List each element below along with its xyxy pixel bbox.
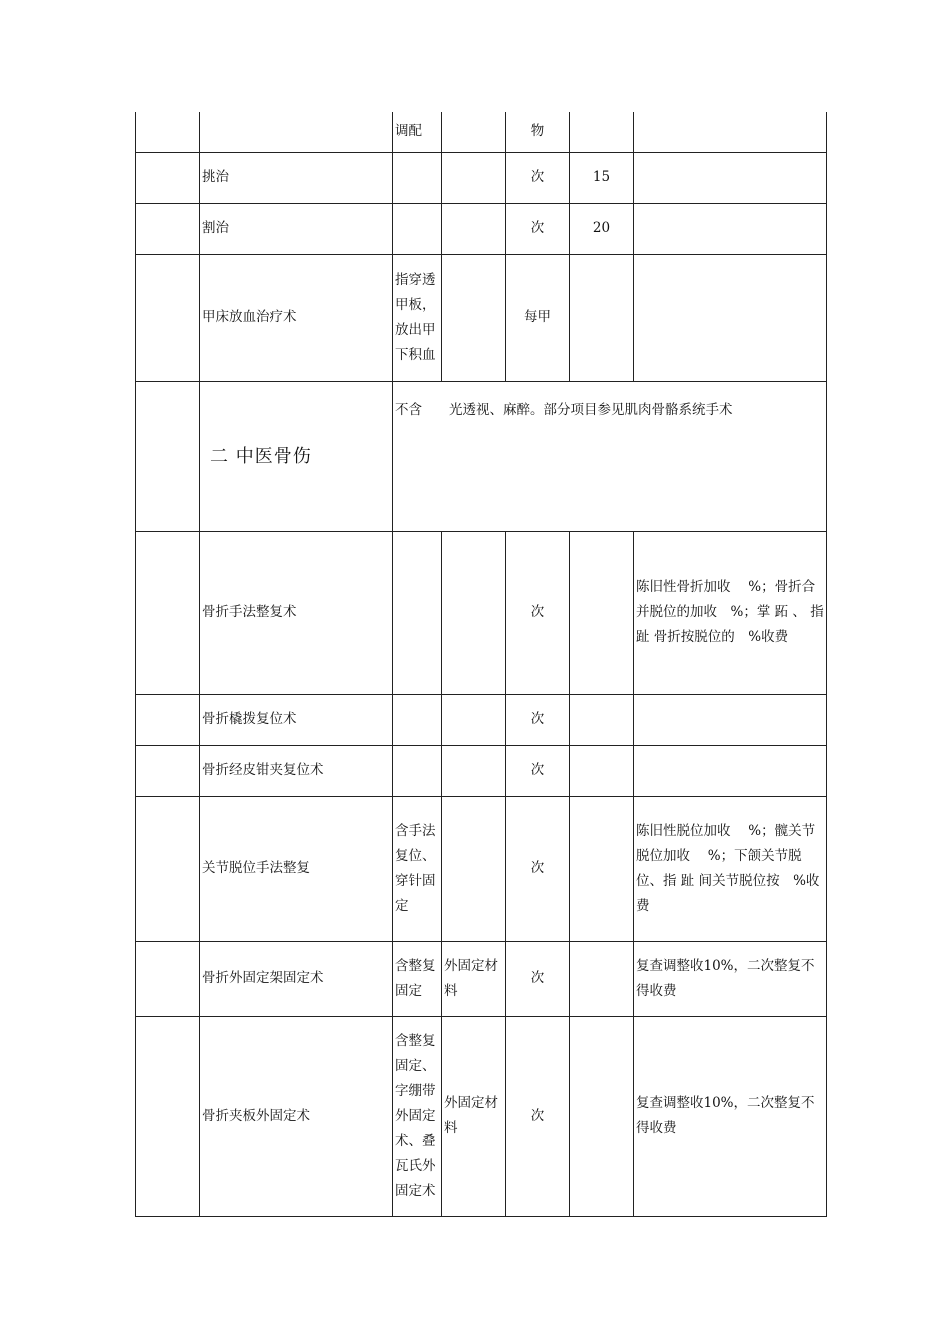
section-row	[136, 381, 827, 531]
note-cell	[634, 254, 827, 381]
unit-cell: 次	[506, 152, 570, 203]
note-cell: 陈旧性脱位加收 %；髋关节脱位加收 %；下颌关节脱位、指 趾 间关节脱位按 %收费	[634, 796, 827, 941]
exclude-cell: 外固定材料	[442, 1016, 506, 1216]
price-cell	[570, 941, 634, 1016]
table-row	[136, 203, 827, 254]
price-cell	[570, 796, 634, 941]
unit-cell: 次	[506, 694, 570, 745]
table-row	[136, 254, 827, 381]
code-cell	[136, 254, 200, 381]
price-cell	[570, 112, 634, 152]
content-cell: 含整复固定	[393, 941, 442, 1016]
content-cell	[393, 531, 442, 694]
exclude-cell	[442, 531, 506, 694]
exclude-cell: 外固定材料	[442, 941, 506, 1016]
content-cell: 调配	[393, 112, 442, 152]
code-cell	[136, 1016, 200, 1216]
table-row	[136, 745, 827, 796]
unit-cell: 每甲	[506, 254, 570, 381]
item-name-cell: 骨折经皮钳夹复位术	[200, 745, 393, 796]
code-cell	[136, 112, 200, 152]
item-name-cell: 割治	[200, 203, 393, 254]
exclude-cell	[442, 254, 506, 381]
note-cell	[634, 203, 827, 254]
unit-cell: 次	[506, 203, 570, 254]
item-name-cell: 骨折外固定架固定术	[200, 941, 393, 1016]
item-name-cell: 骨折夹板外固定术	[200, 1016, 393, 1216]
note-cell: 陈旧性骨折加收 %；骨折合并脱位的加收 %；掌 跖 、 指 趾 骨折按脱位的 %收费	[634, 531, 827, 694]
code-cell	[136, 745, 200, 796]
price-cell	[570, 745, 634, 796]
item-name-cell: 挑治	[200, 152, 393, 203]
content-cell: 指穿透甲板，放出甲下积血	[393, 254, 442, 381]
section-note: 不含 光透视、麻醉。部分项目参见肌肉骨骼系统手术	[393, 381, 827, 531]
table-row	[136, 112, 827, 152]
content-cell: 含手法复位、穿针固定	[393, 796, 442, 941]
code-cell	[136, 796, 200, 941]
exclude-cell	[442, 203, 506, 254]
table-row	[136, 941, 827, 1016]
note-cell: 复查调整收10%，二次整复不得收费	[634, 1016, 827, 1216]
exclude-cell	[442, 112, 506, 152]
exclude-cell	[442, 152, 506, 203]
table-row	[136, 796, 827, 941]
exclude-cell	[442, 796, 506, 941]
exclude-cell	[442, 745, 506, 796]
item-name-cell	[200, 112, 393, 152]
content-cell: 含整复固定、字绷带外固定术、叠瓦氏外固定术	[393, 1016, 442, 1216]
unit-cell: 次	[506, 1016, 570, 1216]
content-cell	[393, 152, 442, 203]
table-row	[136, 152, 827, 203]
code-cell	[136, 531, 200, 694]
note-cell	[634, 694, 827, 745]
item-name-cell: 骨折橇拨复位术	[200, 694, 393, 745]
unit-cell: 次	[506, 796, 570, 941]
exclude-cell	[442, 694, 506, 745]
content-cell	[393, 694, 442, 745]
table-row	[136, 694, 827, 745]
item-name-cell: 关节脱位手法整复	[200, 796, 393, 941]
code-cell	[136, 381, 200, 531]
code-cell	[136, 152, 200, 203]
price-cell	[570, 694, 634, 745]
price-cell	[570, 254, 634, 381]
note-cell	[634, 112, 827, 152]
content-cell	[393, 203, 442, 254]
price-cell	[570, 1016, 634, 1216]
item-name-cell: 甲床放血治疗术	[200, 254, 393, 381]
price-cell	[570, 531, 634, 694]
code-cell	[136, 941, 200, 1016]
unit-cell: 次	[506, 745, 570, 796]
unit-cell: 次	[506, 941, 570, 1016]
note-cell	[634, 745, 827, 796]
note-cell: 复查调整收10%，二次整复不得收费	[634, 941, 827, 1016]
note-cell	[634, 152, 827, 203]
content-cell	[393, 745, 442, 796]
item-name-cell: 骨折手法整复术	[200, 531, 393, 694]
unit-cell: 物	[506, 112, 570, 152]
code-cell	[136, 203, 200, 254]
price-cell: 20	[570, 203, 634, 254]
price-cell: 15	[570, 152, 634, 203]
unit-cell: 次	[506, 531, 570, 694]
code-cell	[136, 694, 200, 745]
section-title: 二 中医骨伤	[200, 381, 393, 531]
table-row	[136, 1016, 827, 1216]
fee-schedule-table	[135, 112, 827, 1217]
table-row	[136, 531, 827, 694]
